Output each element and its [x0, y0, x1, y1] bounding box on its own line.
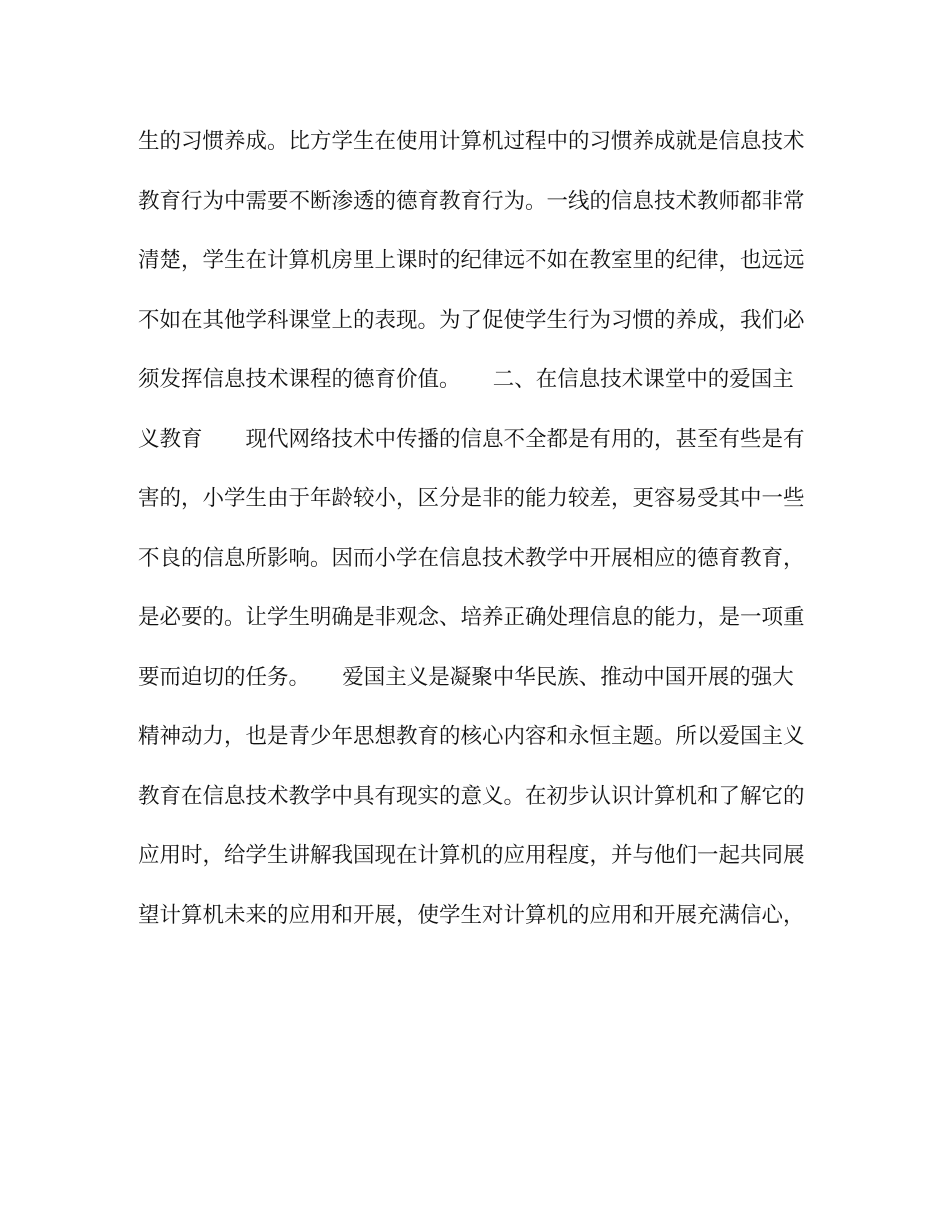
text-line: 生的习惯养成。比方学生在使用计算机过程中的习惯养成就是信息技术 — [138, 129, 805, 154]
text-line: 教育行为中需要不断渗透的德育教育行为。一线的信息技术教师都非常 — [138, 188, 805, 214]
text-line: 教育在信息技术教学中具有现实的意义。在初步认识计算机和了解它的 — [138, 783, 805, 809]
text-line: 望计算机未来的应用和开展，使学生对计算机的应用和开展充满信心， — [138, 902, 805, 928]
text-line: 是必要的。让学生明确是非观念、培养正确处理信息的能力，是一项重 — [138, 605, 805, 630]
text-line: 须发挥信息技术课程的德育价值。 二、在信息技术课堂中的爱国主 — [138, 367, 794, 392]
text-line: 义教育 现代网络技术中传播的信息不全都是有用的，甚至有些是有 — [138, 426, 805, 452]
text-line: 应用时，给学生讲解我国现在计算机的应用程度，并与他们一起共同展 — [138, 843, 805, 868]
text-line: 不良的信息所影响。因而小学在信息技术教学中开展相应的德育教育， — [138, 545, 805, 571]
text-line: 清楚，学生在计算机房里上课时的纪律远不如在教室里的纪律，也远远 — [138, 248, 805, 273]
text-line: 要而迫切的任务。 爱国主义是凝聚中华民族、推动中国开展的强大 — [138, 664, 794, 690]
body-text — [138, 122, 818, 955]
text-line: 害的，小学生由于年龄较小，区分是非的能力较差，更容易受其中一些 — [138, 486, 805, 511]
text-line: 精神动力，也是青少年思想教育的核心内容和永恒主题。所以爱国主义 — [138, 724, 805, 749]
text-line: 不如在其他学科课堂上的表现。为了促使学生行为习惯的养成，我们必 — [138, 307, 805, 333]
